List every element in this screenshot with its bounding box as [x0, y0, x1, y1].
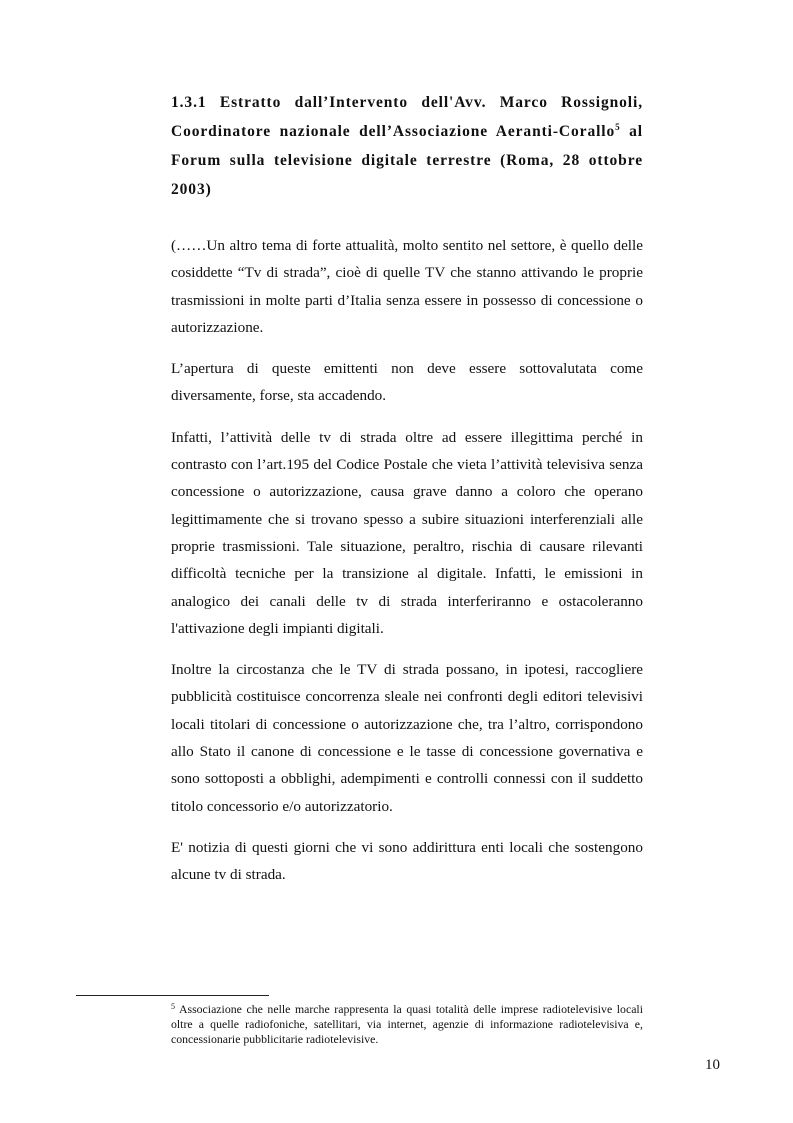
footnote-text: Associazione che nelle marche rappresenta la quasi totalità delle imprese radiotelevisive locali oltre a quelle radiofoniche, satellitari, via internet, agenzie di informazione radiotelevisiva e, concessionarie pubblicitarie radiotelevisive. — [171, 1002, 643, 1046]
footnote-marker: 5 — [171, 1002, 175, 1011]
paragraph: Inoltre la circostanza che le TV di strada possano, in ipotesi, raccogliere pubblicità costituisce concorrenza sleale nei confronti degli editori televisivi locali titolari di concessione o autorizzazione che, tra l’altro, corrispondono allo Stato il canone di concessione e le tasse di concessione governativa e sono sottoposti a obblighi, adempimenti e controlli connessi con il suddetto titolo concessorio e/o autorizzatorio. — [171, 661, 643, 815]
footnote — [171, 1002, 643, 1047]
heading-text-part1: 1.3.1 Estratto dall’Intervento dell'Avv. Marco Rossignoli, Coordinatore nazionale dell’Associazione Aeranti-Corallo — [171, 94, 643, 140]
paragraph: (……Un altro tema di forte attualità, molto sentito nel settore, è quello delle cosiddette “Tv di strada”, cioè di quelle TV che stanno attivando le proprie trasmissioni in molte parti d’Italia senza essere in possesso di concessione o autorizzazione. — [171, 237, 643, 336]
paragraph: Infatti, l’attività delle tv di strada oltre ad essere illegittima perché in contrasto con l’art.195 del Codice Postale che vieta l’attività televisiva senza concessione o autorizzazione, causa grave danno a coloro che operano legittimamente che si trovano spesso a subire situazioni interferenziali alle proprie trasmissioni. Tale situazione, peraltro, rischia di causare rilevanti difficoltà tecniche per la transizione al digitale. Infatti, le emissioni in analogico dei canali delle tv di strada interferiranno e ostacoleranno l'attivazione degli impianti digitali. — [171, 428, 643, 637]
section-heading — [171, 88, 643, 204]
page-number: 10 — [705, 1057, 720, 1073]
heading-text-part2: al Forum sulla televisione digitale terrestre (Roma, 28 ottobre 2003) — [171, 123, 643, 198]
body-text — [171, 232, 643, 903]
footnote-separator — [76, 995, 269, 996]
paragraph: E' notizia di questi giorni che vi sono addirittura enti locali che sostengono alcune tv di strada. — [171, 838, 643, 884]
footnote-reference[interactable]: 5 — [615, 122, 621, 132]
paragraph: L’apertura di queste emittenti non deve essere sottovalutata come diversamente, forse, sta accadendo. — [171, 360, 643, 405]
